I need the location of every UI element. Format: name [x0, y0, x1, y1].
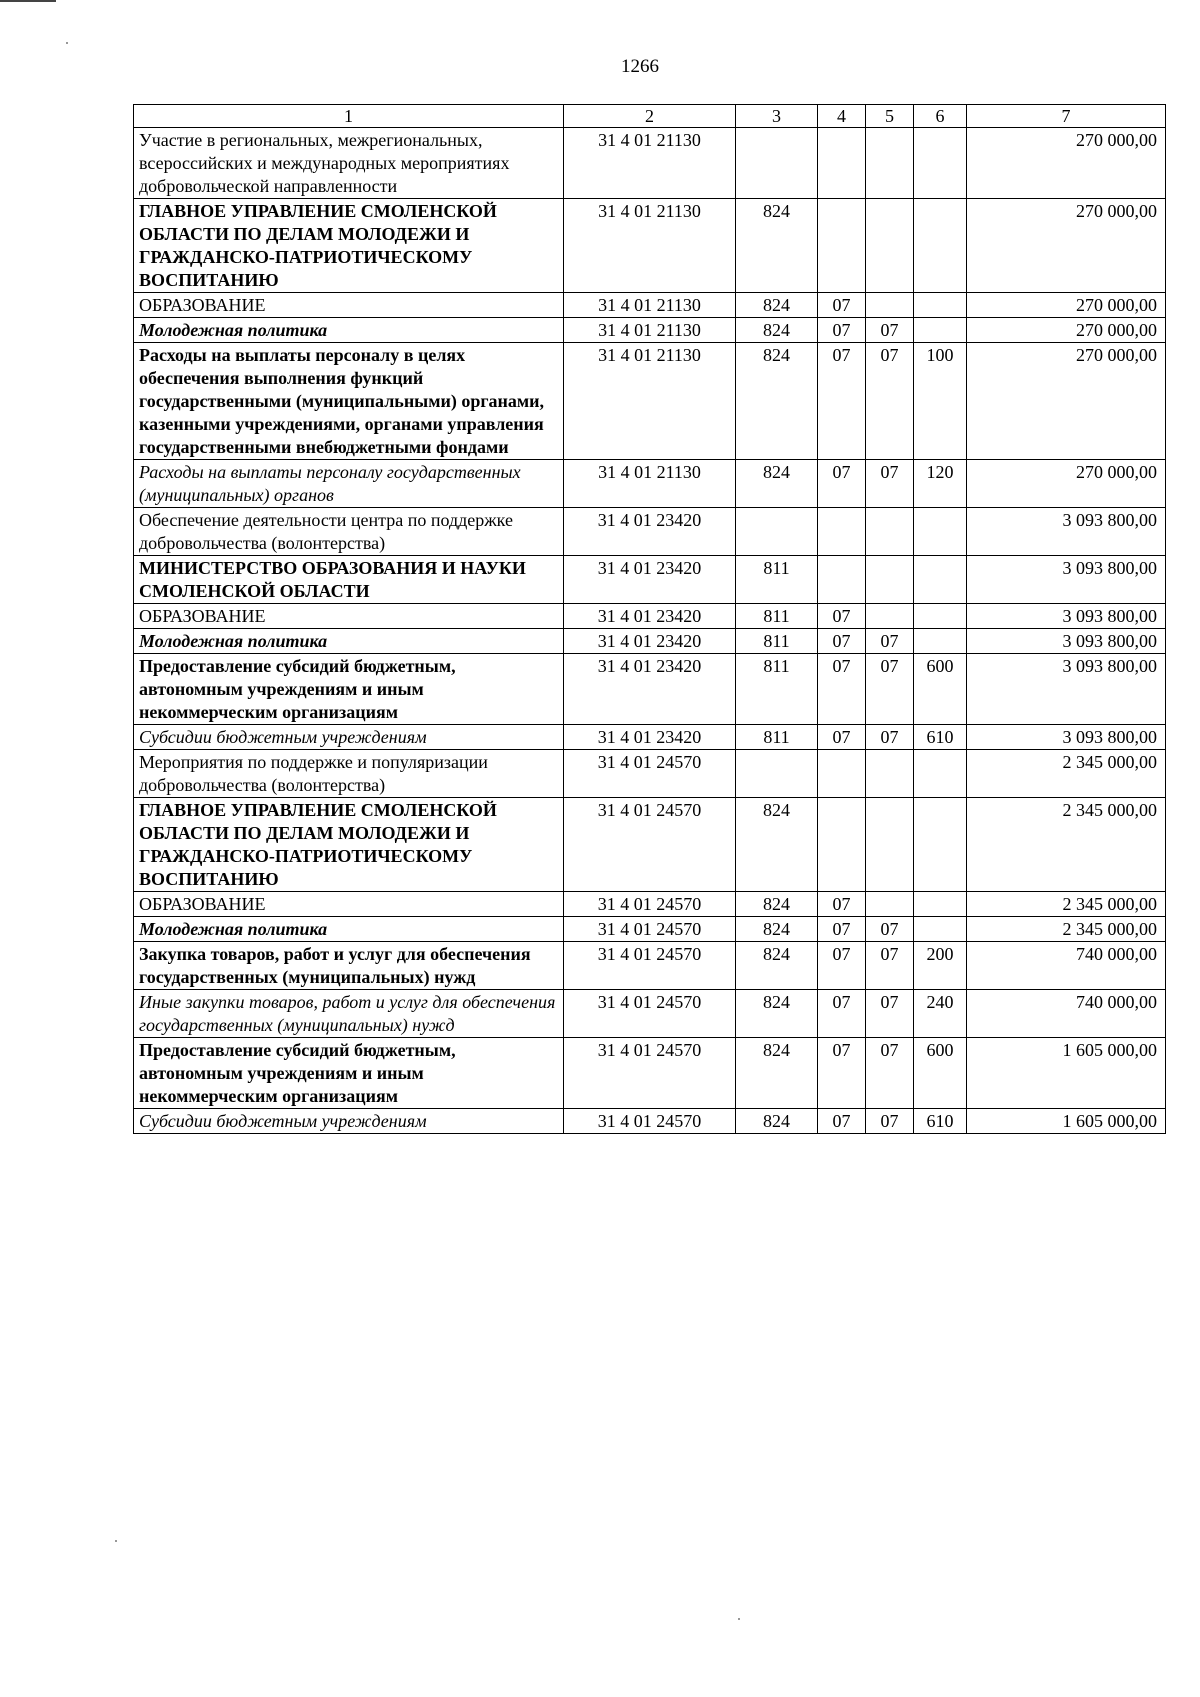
- subsection-code: [866, 892, 914, 917]
- ministry-code: 811: [736, 654, 818, 725]
- expense-type-code: [914, 917, 967, 942]
- row-name: Молодежная политика: [134, 917, 564, 942]
- row-name: ГЛАВНОЕ УПРАВЛЕНИЕ СМОЛЕНСКОЙ ОБЛАСТИ ПО ДЕЛАМ МОЛОДЕЖИ И ГРАЖДАНСКО-ПАТРИОТИЧЕСКОМУ ВОСПИТАНИЮ: [134, 798, 564, 892]
- column-header: 4: [818, 105, 866, 128]
- section-code: [818, 556, 866, 604]
- column-header: 5: [866, 105, 914, 128]
- subsection-code: [866, 199, 914, 293]
- expense-type-code: [914, 892, 967, 917]
- section-code: 07: [818, 293, 866, 318]
- section-code: 07: [818, 942, 866, 990]
- target-article-code: 31 4 01 24570: [564, 1038, 736, 1109]
- subsection-code: [866, 293, 914, 318]
- row-name: ОБРАЗОВАНИЕ: [134, 604, 564, 629]
- scan-edge-mark: [0, 0, 56, 2]
- row-name: ГЛАВНОЕ УПРАВЛЕНИЕ СМОЛЕНСКОЙ ОБЛАСТИ ПО ДЕЛАМ МОЛОДЕЖИ И ГРАЖДАНСКО-ПАТРИОТИЧЕСКОМУ ВОСПИТАНИЮ: [134, 199, 564, 293]
- target-article-code: 31 4 01 21130: [564, 460, 736, 508]
- ministry-code: 824: [736, 460, 818, 508]
- row-name: ОБРАЗОВАНИЕ: [134, 892, 564, 917]
- ministry-code: [736, 508, 818, 556]
- row-name: Молодежная политика: [134, 629, 564, 654]
- subsection-code: [866, 604, 914, 629]
- table-row: [134, 750, 1166, 798]
- table-row: [134, 798, 1166, 892]
- target-article-code: 31 4 01 24570: [564, 942, 736, 990]
- section-code: 07: [818, 917, 866, 942]
- scan-speck: [115, 1540, 117, 1542]
- amount: 270 000,00: [967, 318, 1166, 343]
- row-name: Расходы на выплаты персоналу государственных (муниципальных) органов: [134, 460, 564, 508]
- table-row: [134, 318, 1166, 343]
- row-name: Мероприятия по поддержке и популяризации добровольчества (волонтерства): [134, 750, 564, 798]
- section-code: 07: [818, 990, 866, 1038]
- expense-type-code: [914, 750, 967, 798]
- table-row: [134, 293, 1166, 318]
- amount: 3 093 800,00: [967, 556, 1166, 604]
- table-row: [134, 1038, 1166, 1109]
- amount: 2 345 000,00: [967, 917, 1166, 942]
- section-code: [818, 128, 866, 199]
- amount: 2 345 000,00: [967, 798, 1166, 892]
- target-article-code: 31 4 01 24570: [564, 917, 736, 942]
- target-article-code: 31 4 01 21130: [564, 343, 736, 460]
- table-row: [134, 1109, 1166, 1134]
- column-header: 6: [914, 105, 967, 128]
- section-code: 07: [818, 1109, 866, 1134]
- row-name: Предоставление субсидий бюджетным, автономным учреждениям и иным некоммерческим организациям: [134, 1038, 564, 1109]
- row-name: Участие в региональных, межрегиональных, всероссийских и международных мероприятиях добровольческой направленности: [134, 128, 564, 199]
- subsection-code: [866, 556, 914, 604]
- table-header-row: [134, 105, 1166, 128]
- ministry-code: [736, 750, 818, 798]
- target-article-code: 31 4 01 21130: [564, 293, 736, 318]
- target-article-code: 31 4 01 21130: [564, 199, 736, 293]
- section-code: 07: [818, 343, 866, 460]
- row-name: Расходы на выплаты персоналу в целях обеспечения выполнения функций государственными (муниципальными) органами, казенными учреждениями, органами управления государственными внебюджетными фондами: [134, 343, 564, 460]
- target-article-code: 31 4 01 23420: [564, 508, 736, 556]
- row-name: Иные закупки товаров, работ и услуг для обеспечения государственных (муниципальных) нужд: [134, 990, 564, 1038]
- amount: 3 093 800,00: [967, 654, 1166, 725]
- target-article-code: 31 4 01 24570: [564, 750, 736, 798]
- ministry-code: 824: [736, 798, 818, 892]
- section-code: 07: [818, 460, 866, 508]
- table-row: [134, 343, 1166, 460]
- table-row: [134, 128, 1166, 199]
- target-article-code: 31 4 01 23420: [564, 604, 736, 629]
- expense-type-code: [914, 508, 967, 556]
- column-header: 3: [736, 105, 818, 128]
- ministry-code: 811: [736, 629, 818, 654]
- subsection-code: 07: [866, 460, 914, 508]
- ministry-code: 824: [736, 1038, 818, 1109]
- table-row: [134, 917, 1166, 942]
- target-article-code: 31 4 01 24570: [564, 892, 736, 917]
- amount: 740 000,00: [967, 942, 1166, 990]
- amount: 1 605 000,00: [967, 1038, 1166, 1109]
- expense-type-code: 120: [914, 460, 967, 508]
- subsection-code: [866, 798, 914, 892]
- row-name: ОБРАЗОВАНИЕ: [134, 293, 564, 318]
- expense-type-code: [914, 128, 967, 199]
- expense-type-code: 600: [914, 1038, 967, 1109]
- table-row: [134, 990, 1166, 1038]
- table-row: [134, 629, 1166, 654]
- amount: 270 000,00: [967, 460, 1166, 508]
- subsection-code: 07: [866, 1038, 914, 1109]
- table-row: [134, 725, 1166, 750]
- table-row: [134, 199, 1166, 293]
- ministry-code: 824: [736, 293, 818, 318]
- expense-type-code: 600: [914, 654, 967, 725]
- expense-type-code: [914, 318, 967, 343]
- target-article-code: 31 4 01 23420: [564, 725, 736, 750]
- ministry-code: 824: [736, 892, 818, 917]
- amount: 3 093 800,00: [967, 629, 1166, 654]
- amount: 740 000,00: [967, 990, 1166, 1038]
- ministry-code: 824: [736, 343, 818, 460]
- ministry-code: 824: [736, 990, 818, 1038]
- target-article-code: 31 4 01 24570: [564, 1109, 736, 1134]
- section-code: 07: [818, 629, 866, 654]
- amount: 3 093 800,00: [967, 604, 1166, 629]
- column-header: 7: [967, 105, 1166, 128]
- expense-type-code: 610: [914, 725, 967, 750]
- section-code: [818, 508, 866, 556]
- expense-type-code: 240: [914, 990, 967, 1038]
- row-name: Предоставление субсидий бюджетным, автономным учреждениям и иным некоммерческим организациям: [134, 654, 564, 725]
- section-code: 07: [818, 318, 866, 343]
- ministry-code: 824: [736, 199, 818, 293]
- scan-speck: [738, 1618, 740, 1620]
- expense-type-code: [914, 293, 967, 318]
- ministry-code: 824: [736, 917, 818, 942]
- ministry-code: 824: [736, 942, 818, 990]
- row-name: МИНИСТЕРСТВО ОБРАЗОВАНИЯ И НАУКИ СМОЛЕНСКОЙ ОБЛАСТИ: [134, 556, 564, 604]
- subsection-code: 07: [866, 318, 914, 343]
- ministry-code: 824: [736, 318, 818, 343]
- row-name: Закупка товаров, работ и услуг для обеспечения государственных (муниципальных) нужд: [134, 942, 564, 990]
- scan-speck: [66, 42, 68, 44]
- table-row: [134, 604, 1166, 629]
- section-code: [818, 798, 866, 892]
- amount: 3 093 800,00: [967, 725, 1166, 750]
- section-code: [818, 750, 866, 798]
- amount: 270 000,00: [967, 199, 1166, 293]
- subsection-code: 07: [866, 629, 914, 654]
- ministry-code: 824: [736, 1109, 818, 1134]
- table-body: [134, 105, 1166, 1134]
- row-name: Субсидии бюджетным учреждениям: [134, 725, 564, 750]
- subsection-code: [866, 750, 914, 798]
- column-header: 2: [564, 105, 736, 128]
- expense-type-code: [914, 556, 967, 604]
- target-article-code: 31 4 01 24570: [564, 798, 736, 892]
- section-code: 07: [818, 604, 866, 629]
- expense-type-code: [914, 798, 967, 892]
- target-article-code: 31 4 01 23420: [564, 629, 736, 654]
- target-article-code: 31 4 01 21130: [564, 318, 736, 343]
- row-name: Обеспечение деятельности центра по поддержке добровольчества (волонтерства): [134, 508, 564, 556]
- table-row: [134, 508, 1166, 556]
- amount: 2 345 000,00: [967, 750, 1166, 798]
- expense-type-code: [914, 604, 967, 629]
- row-name: Субсидии бюджетным учреждениям: [134, 1109, 564, 1134]
- row-name: Молодежная политика: [134, 318, 564, 343]
- expense-type-code: [914, 199, 967, 293]
- ministry-code: 811: [736, 604, 818, 629]
- ministry-code: 811: [736, 725, 818, 750]
- table-row: [134, 942, 1166, 990]
- amount: 270 000,00: [967, 343, 1166, 460]
- expense-type-code: 200: [914, 942, 967, 990]
- target-article-code: 31 4 01 23420: [564, 654, 736, 725]
- expense-type-code: 100: [914, 343, 967, 460]
- table-row: [134, 460, 1166, 508]
- budget-table: [133, 104, 1166, 1134]
- subsection-code: 07: [866, 343, 914, 460]
- subsection-code: 07: [866, 990, 914, 1038]
- page-number: 1266: [621, 56, 659, 77]
- amount: 1 605 000,00: [967, 1109, 1166, 1134]
- subsection-code: [866, 508, 914, 556]
- subsection-code: 07: [866, 654, 914, 725]
- section-code: 07: [818, 725, 866, 750]
- section-code: 07: [818, 654, 866, 725]
- target-article-code: 31 4 01 23420: [564, 556, 736, 604]
- expense-type-code: [914, 629, 967, 654]
- section-code: 07: [818, 1038, 866, 1109]
- section-code: [818, 199, 866, 293]
- subsection-code: 07: [866, 1109, 914, 1134]
- amount: 270 000,00: [967, 128, 1166, 199]
- amount: 270 000,00: [967, 293, 1166, 318]
- table-row: [134, 654, 1166, 725]
- amount: 3 093 800,00: [967, 508, 1166, 556]
- target-article-code: 31 4 01 24570: [564, 990, 736, 1038]
- expense-type-code: 610: [914, 1109, 967, 1134]
- table-row: [134, 556, 1166, 604]
- ministry-code: [736, 128, 818, 199]
- table-row: [134, 892, 1166, 917]
- subsection-code: [866, 128, 914, 199]
- section-code: 07: [818, 892, 866, 917]
- subsection-code: 07: [866, 917, 914, 942]
- subsection-code: 07: [866, 942, 914, 990]
- ministry-code: 811: [736, 556, 818, 604]
- amount: 2 345 000,00: [967, 892, 1166, 917]
- column-header: 1: [134, 105, 564, 128]
- target-article-code: 31 4 01 21130: [564, 128, 736, 199]
- subsection-code: 07: [866, 725, 914, 750]
